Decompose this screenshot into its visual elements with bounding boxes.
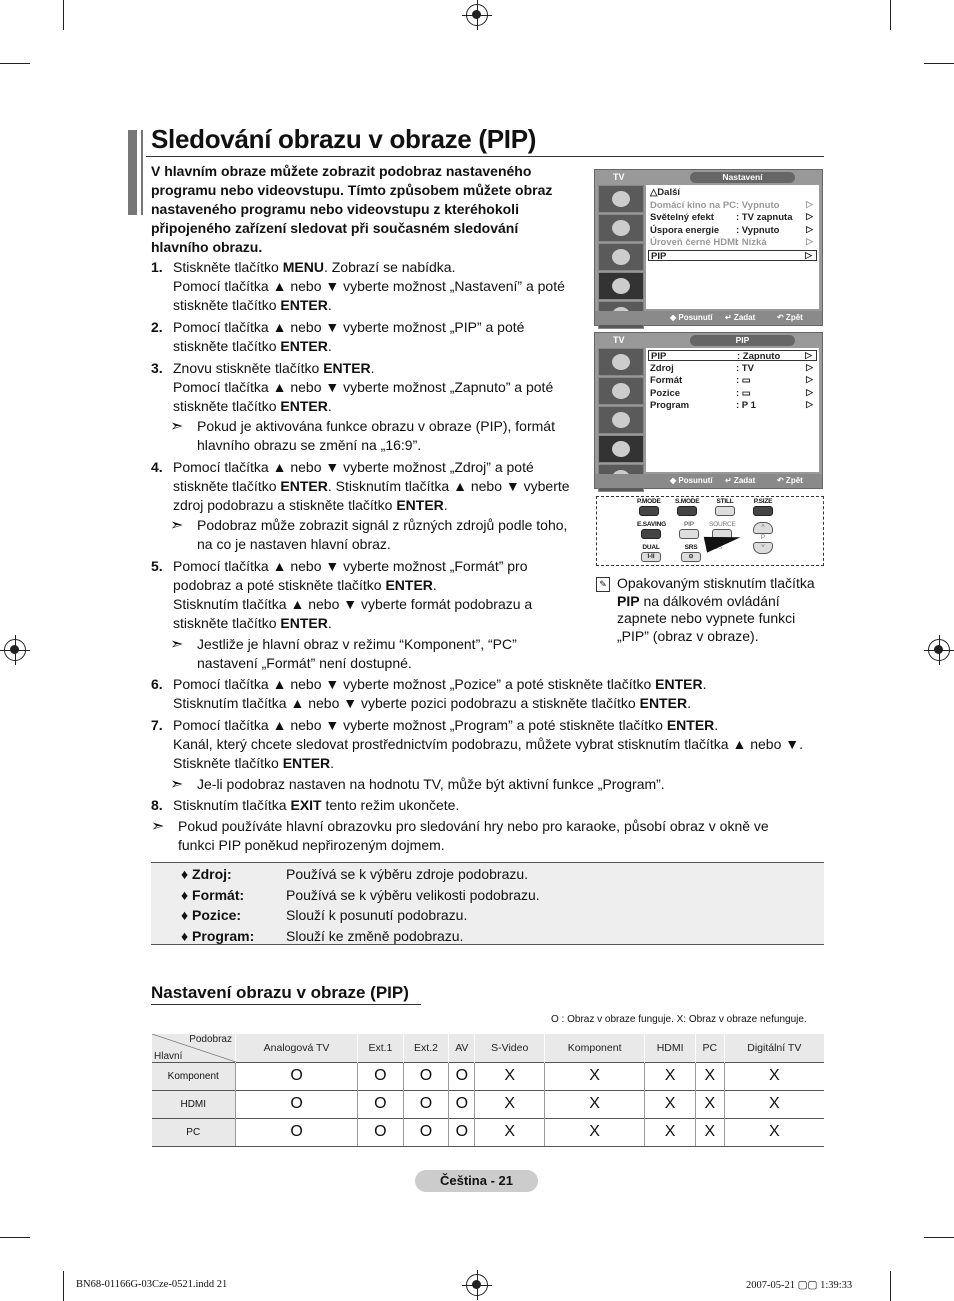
compat-cell: O <box>236 1090 358 1118</box>
row-header: Komponent <box>152 1062 236 1090</box>
note-arrow-icon: ➣ <box>170 517 184 534</box>
right-arrow-icon: ▷ <box>805 249 812 260</box>
crop-mark <box>0 1237 30 1238</box>
definition-term: ♦ Program: <box>181 927 255 944</box>
pmode-button-icon: P.MODE <box>637 498 661 516</box>
right-arrow-icon: ▷ <box>806 374 813 384</box>
channel-rocker-icon: ˄ P ˅ <box>753 521 773 554</box>
osd-menu-item[interactable] <box>648 400 817 411</box>
registration-mark-icon <box>466 1274 488 1296</box>
compat-cell: X <box>724 1062 824 1090</box>
print-date-info: 2007-05-21 ▢▢ 1:39:33 <box>746 1280 853 1291</box>
table-legend: O : Obraz v obraze funguje. X: Obraz v obraze nefunguje. <box>551 1014 807 1025</box>
osd-menu-item[interactable] <box>648 187 817 198</box>
table-corner-cell <box>152 1034 236 1062</box>
osd-item-value: : Vypnuto <box>736 199 780 211</box>
right-arrow-icon: ▷ <box>806 211 813 221</box>
note-memo-icon: ✎ <box>596 577 610 592</box>
step-text: Pomocí tlačítka ▲ nebo ▼ vyberte možnost „Formát” pro podobraz a poté stiskněte tlačítko ENTER. Stisknutím tlačítka ▲ nebo ▼ vyberte formát podobrazu a stiskněte tlačítko ENTER. <box>173 558 533 631</box>
osd-menu-item[interactable] <box>648 212 817 223</box>
compat-cell: O <box>403 1090 449 1118</box>
osd-menu-item[interactable] <box>648 250 817 261</box>
column-header: Ext.1 <box>358 1034 404 1062</box>
osd-item-label: PIP <box>651 250 667 262</box>
page-title: Sledování obrazu v obraze (PIP) <box>151 124 537 154</box>
crop-mark <box>63 0 64 30</box>
picture-icon <box>598 185 644 213</box>
osd-item-label: PIP <box>651 351 667 362</box>
osd-footer-move: ◆ Posunutí <box>670 313 713 322</box>
osd-icon-column <box>598 348 644 493</box>
osd-item-label: Úroveň černé HDMI <box>650 237 738 248</box>
setup-gear-icon <box>598 435 644 463</box>
osd-footer-back: ↶ Zpět <box>777 476 803 485</box>
row-header: PC <box>152 1118 236 1146</box>
compat-cell: O <box>358 1062 404 1090</box>
osd-footer-back: ↶ Zpět <box>777 313 803 322</box>
row-header: HDMI <box>152 1090 236 1118</box>
definition-term: ♦ Formát: <box>181 886 245 903</box>
osd-tab-title: PIP <box>690 335 795 346</box>
osd-item-label: Pozice <box>650 387 681 399</box>
osd-item-value: : TV zapnuta <box>736 212 793 223</box>
osd-tv-label: TV <box>613 172 625 182</box>
intro-text: V hlavním obraze můžete zobrazit podobraz nastaveného programu nebo videovstupu. Tímto způsobem můžete obraz nastaveného programu nebo videovstupu z kteréhokoli připojeného zařízení sledovat při současném sledování hlavního obrazu. <box>151 163 553 255</box>
crop-mark <box>0 63 30 64</box>
definition-desc: Slouží ke změně podobrazu. <box>286 927 464 944</box>
right-arrow-icon: ▷ <box>806 236 813 246</box>
smode-button-icon: S.MODE <box>675 498 699 516</box>
definition-desc: Používá se k výběru velikosti podobrazu. <box>286 886 540 903</box>
osd-tv-label: TV <box>613 335 625 345</box>
crop-mark <box>924 1237 954 1238</box>
osd-menu-item[interactable] <box>648 350 817 361</box>
column-header: Analogová TV <box>236 1034 358 1062</box>
registration-mark-icon <box>928 639 950 661</box>
crop-mark <box>890 0 891 30</box>
osd-menu-item[interactable] <box>648 225 817 236</box>
crop-mark <box>890 1271 891 1301</box>
note-text: Podobraz může zobrazit signál z různých zdrojů podle toho, na co je nastaven hlavní obraz. <box>197 517 568 552</box>
osd-item-label: Světelný efekt <box>650 212 714 223</box>
right-arrow-icon: ▷ <box>806 399 813 409</box>
compat-cell: O <box>358 1118 404 1146</box>
compat-cell: X <box>475 1062 545 1090</box>
compat-cell: O <box>358 1090 404 1118</box>
osd-item-label: △Další <box>650 187 681 198</box>
osd-item-label: Formát <box>650 375 683 386</box>
still-button-icon: STILL <box>715 498 735 516</box>
osd-item-value: : TV <box>736 362 754 374</box>
compat-cell: O <box>449 1090 475 1118</box>
step-number: 3. <box>151 360 163 376</box>
osd-menu-item[interactable] <box>648 200 817 211</box>
psize-button-icon: P.SIZE <box>753 498 773 516</box>
remote-pip-note: Opakovaným stisknutím tlačítka PIP na dálkovém ovládání zapnete nebo vypnete funkci „PIP” (obraz v obraze). <box>617 575 815 644</box>
osd-menu-item[interactable] <box>648 388 817 399</box>
definition-term: ♦ Zdroj: <box>181 866 232 882</box>
note-arrow-icon: ➣ <box>170 418 184 435</box>
section-title: Nastavení obrazu v obraze (PIP) <box>151 983 409 1002</box>
compat-cell: X <box>545 1062 645 1090</box>
crop-mark <box>924 63 954 64</box>
note-arrow-icon: ➣ <box>151 818 165 835</box>
step-text: Pomocí tlačítka ▲ nebo ▼ vyberte možnost „Program” a poté stiskněte tlačítko ENTER. Kanál, který chcete sledovat prostřednictvím podobrazu, můžete vybrat stisknutím tlačítka ▲ nebo ▼. Stiskněte tlačítko ENTER. <box>173 717 803 771</box>
right-arrow-icon: ▷ <box>806 223 813 234</box>
compat-cell: X <box>475 1090 545 1118</box>
pos-button-icon: POS <box>709 544 723 551</box>
step-number: 2. <box>151 319 163 335</box>
channel-icon <box>598 406 644 434</box>
column-header: Ext.2 <box>403 1034 449 1062</box>
note-text: Pokud je aktivována funkce obrazu v obraze (PIP), formát hlavního obrazu se změní na „16:9”. <box>197 418 555 453</box>
corner-main-label: Hlavní <box>154 1050 183 1062</box>
note-arrow-icon: ➣ <box>170 636 184 653</box>
compat-cell: X <box>475 1118 545 1146</box>
sound-icon <box>598 377 644 405</box>
compat-cell: X <box>724 1118 824 1146</box>
compat-cell: O <box>403 1118 449 1146</box>
right-arrow-icon: ▷ <box>806 198 813 209</box>
dual-button-icon: DUAL I-II <box>642 544 660 560</box>
crop-mark <box>63 1271 64 1301</box>
osd-footer-enter: ↵ Zadat <box>725 476 756 485</box>
osd-item-value: : ▭ <box>736 387 751 399</box>
osd-item-value: : Zapnuto <box>737 351 781 362</box>
note-arrow-icon: ➣ <box>170 776 184 793</box>
osd-item-value: : Nízká <box>736 237 767 248</box>
osd-item-label: Program <box>650 400 690 411</box>
osd-item-label: Zdroj <box>650 362 674 374</box>
column-header: S-Video <box>475 1034 545 1062</box>
column-header: HDMI <box>645 1034 696 1062</box>
compat-cell: O <box>449 1118 475 1146</box>
compat-cell: X <box>724 1090 824 1118</box>
pip-button-icon: PIP <box>679 521 699 539</box>
column-header: Digitální TV <box>724 1034 824 1062</box>
table-row <box>152 1062 825 1090</box>
osd-icon-column <box>598 185 644 330</box>
compat-cell: X <box>545 1118 645 1146</box>
definition-term: ♦ Pozice: <box>181 907 242 923</box>
osd-item-label: Úspora energie <box>650 224 720 236</box>
compat-cell: X <box>545 1090 645 1118</box>
osd-item-value: : P 1 <box>736 400 756 411</box>
compat-cell: O <box>403 1062 449 1090</box>
step-text: Pomocí tlačítka ▲ nebo ▼ vyberte možnost „Pozice” a poté stiskněte tlačítko ENTER. Stisknutím tlačítka ▲ nebo ▼ vyberte pozici podobrazu a stiskněte tlačítko ENTER. <box>173 676 707 711</box>
picture-icon <box>598 348 644 376</box>
remote-control-illustration <box>596 496 824 566</box>
column-header: PC <box>696 1034 725 1062</box>
registration-mark-icon <box>466 4 488 26</box>
page-number-badge: Čeština - 21 <box>415 1170 538 1192</box>
osd-item-label: Domácí kino na PC <box>650 199 737 211</box>
esaving-button-icon: E.SAVING <box>637 521 666 539</box>
osd-pip-menu <box>594 332 823 489</box>
step-number: 5. <box>151 558 163 574</box>
step-number: 6. <box>151 676 163 692</box>
right-arrow-icon: ▷ <box>806 386 813 397</box>
step-number: 1. <box>151 259 163 275</box>
step-number: 4. <box>151 459 163 475</box>
osd-menu-item[interactable] <box>648 375 817 386</box>
osd-footer-enter: ↵ Zadat <box>725 313 756 322</box>
column-header: Komponent <box>545 1034 645 1062</box>
channel-icon <box>598 243 644 271</box>
compat-cell: O <box>449 1062 475 1090</box>
compat-cell: X <box>696 1090 725 1118</box>
step-number: 8. <box>151 797 163 813</box>
osd-item-value: : ▭ <box>736 375 751 386</box>
compat-cell: O <box>236 1062 358 1090</box>
osd-item-value: : Vypnuto <box>736 224 780 236</box>
corner-sub-label: Podobraz <box>189 1034 232 1045</box>
note-text: Pokud používáte hlavní obrazovku pro sledování hry nebo pro karaoke, působí obraz v okně ve funkci PIP poněkud nepřirozeným dojmem. <box>178 818 769 853</box>
note-text: Jestliže je hlavní obraz v režimu “Komponent”, “PC” nastavení „Formát” není dostupné. <box>197 636 517 671</box>
right-arrow-icon: ▷ <box>805 350 812 360</box>
osd-menu-panel <box>646 185 819 309</box>
compat-cell: X <box>645 1090 696 1118</box>
osd-menu-item[interactable] <box>648 237 817 248</box>
compat-cell: X <box>645 1062 696 1090</box>
step-text: Pomocí tlačítka ▲ nebo ▼ vyberte možnost „PIP” a poté stiskněte tlačítko ENTER. <box>173 319 525 354</box>
title-accent-gap <box>137 130 141 215</box>
compat-cell: X <box>645 1118 696 1146</box>
print-file-info: BN68-01166G-03Cze-0521.indd 21 <box>76 1279 228 1290</box>
source-button-icon: SOURCE <box>709 521 736 539</box>
step-text: Stiskněte tlačítko MENU. Zobrazí se nabídka. Pomocí tlačítka ▲ nebo ▼ vyberte možnost „Nastavení” a poté stiskněte tlačítko ENTER. <box>173 259 565 313</box>
sound-icon <box>598 214 644 242</box>
column-header: AV <box>449 1034 475 1062</box>
note-text: Je-li podobraz nastaven na hodnotu TV, může být aktivní funkce „Program”. <box>197 776 665 792</box>
table-row <box>152 1118 825 1146</box>
step-number: 7. <box>151 717 163 733</box>
compat-cell: X <box>696 1062 725 1090</box>
osd-menu-item[interactable] <box>648 363 817 374</box>
step-text: Pomocí tlačítka ▲ nebo ▼ vyberte možnost „Zdroj” a poté stiskněte tlačítko ENTER. Stisknutím tlačítka ▲ nebo ▼ vyberte zdroj podobrazu a stiskněte tlačítko ENTER. <box>173 459 570 513</box>
section-rule <box>151 1004 421 1005</box>
osd-menu-panel <box>646 348 819 472</box>
compat-cell: O <box>236 1118 358 1146</box>
definition-desc: Slouží k posunutí podobrazu. <box>286 907 468 923</box>
title-rule <box>146 156 824 157</box>
osd-settings-menu <box>594 169 823 326</box>
srs-button-icon: SRS ⊙ <box>681 544 701 562</box>
table-row <box>152 1090 825 1118</box>
setup-gear-icon <box>598 272 644 300</box>
osd-footer <box>595 311 822 325</box>
right-arrow-icon: ▷ <box>806 361 813 372</box>
step-text: Znovu stiskněte tlačítko ENTER. Pomocí tlačítka ▲ nebo ▼ vyberte možnost „Zapnuto” a poté stiskněte tlačítko ENTER. <box>173 360 554 414</box>
definition-desc: Používá se k výběru zdroje podobrazu. <box>286 866 529 882</box>
compat-cell: X <box>696 1118 725 1146</box>
pip-options-table <box>151 862 824 945</box>
osd-tab-title: Nastavení <box>690 172 795 183</box>
osd-footer-move: ◆ Posunutí <box>670 476 713 485</box>
osd-footer <box>595 474 822 488</box>
step-text: Stisknutím tlačítka EXIT tento režim ukončete. <box>173 797 460 813</box>
pip-compatibility-table <box>151 1034 824 1147</box>
registration-mark-icon <box>4 639 26 661</box>
